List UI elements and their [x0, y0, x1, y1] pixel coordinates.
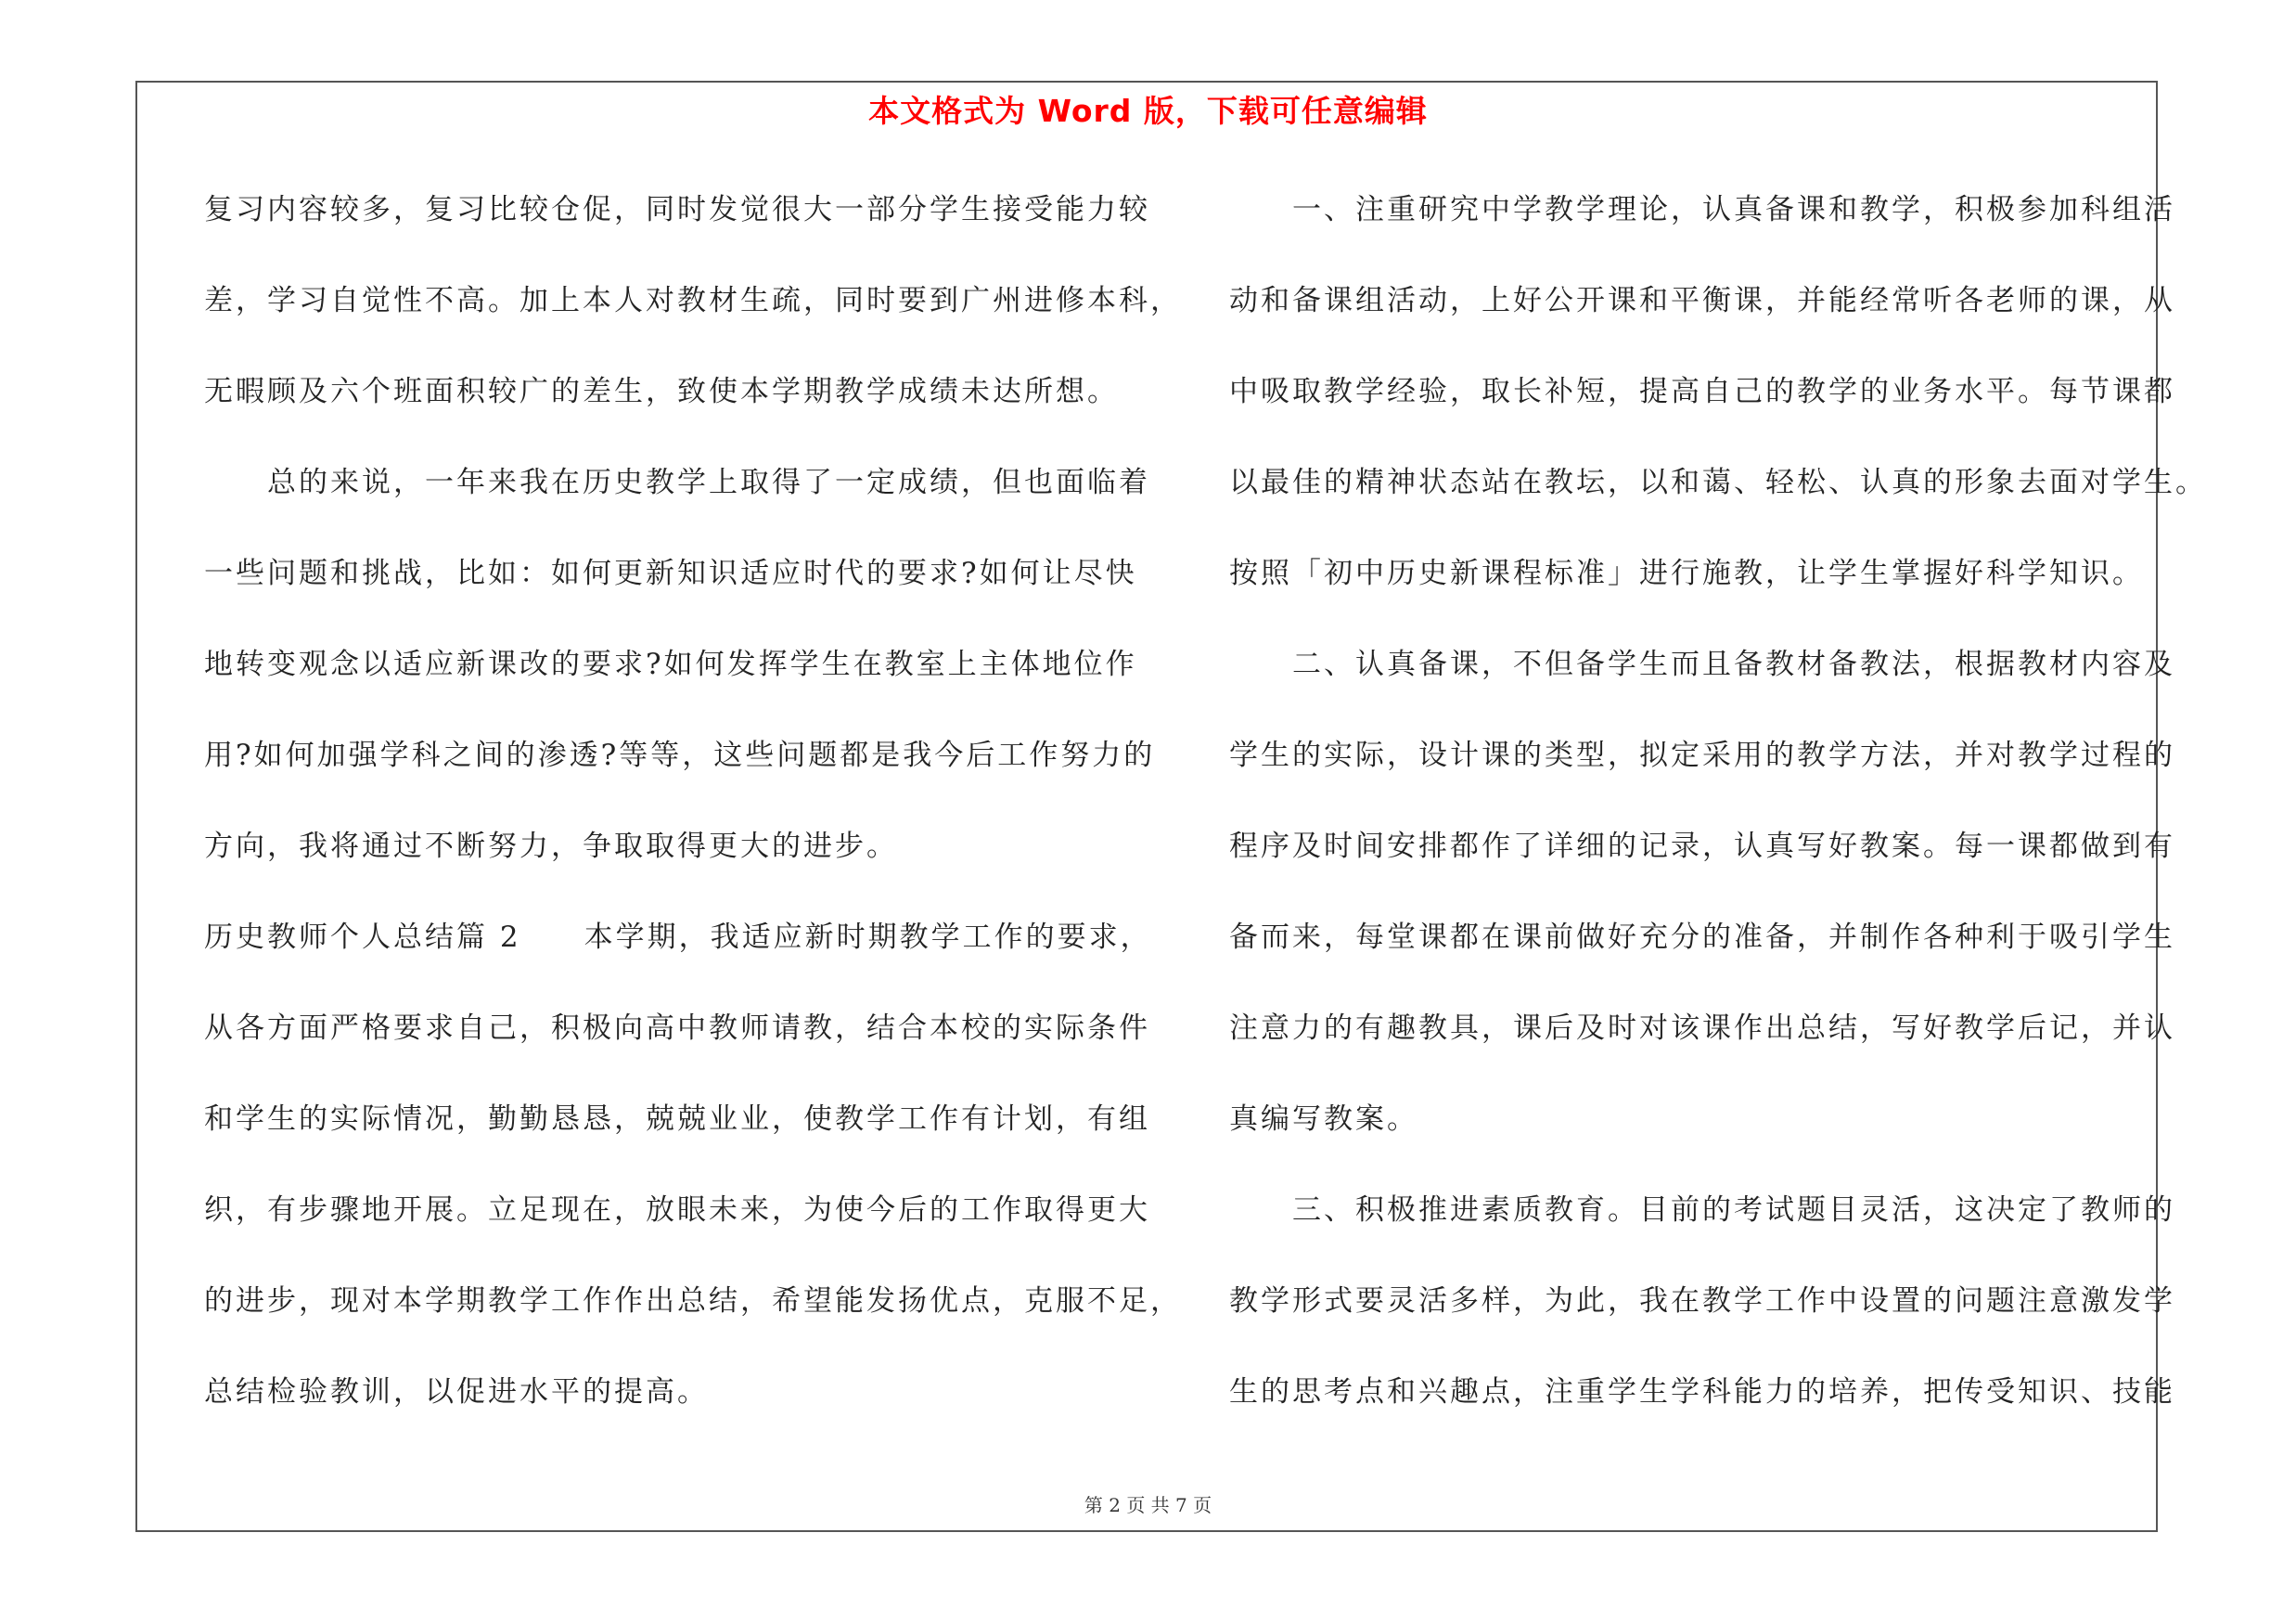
right-text-column	[1229, 183, 2207, 1456]
text-line: 动和备课组活动，上好公开课和平衡课，并能经常听各老师的课，从	[1229, 284, 2175, 317]
text-line: 用?如何加强学科之间的渗透?等等，这些问题都是我今后工作努力的	[204, 739, 1156, 772]
text-line: 备而来，每堂课都在课前做好充分的准备，并制作各种利于吸引学生	[1229, 921, 2175, 954]
text-line: 从各方面严格要求自己，积极向高中教师请教，结合本校的实际条件	[204, 1011, 1150, 1045]
text-line: 织，有步骤地开展。立足现在，放眼未来，为使今后的工作取得更大	[204, 1193, 1150, 1227]
text-line: 二、认真备课，不但备学生而且备教材备教法，根据教材内容及	[1229, 648, 2175, 681]
text-line: 方向，我将通过不断努力，争取取得更大的进步。	[204, 830, 898, 863]
text-line: 注意力的有趣教具，课后及时对该课作出总结，写好教学后记，并认	[1229, 1011, 2175, 1045]
text-line: 无暇顾及六个班面积较广的差生，致使本学期教学成绩未达所想。	[204, 375, 1119, 408]
text-line: 差，学习自觉性不高。加上本人对教材生疏，同时要到广州进修本科，	[204, 284, 1182, 317]
text-line: 真编写教案。	[1229, 1102, 1418, 1136]
text-line: 的进步，现对本学期教学工作作出总结，希望能发扬优点，克服不足，	[204, 1284, 1182, 1318]
text-line: 以最佳的精神状态站在教坛，以和蔼、轻松、认真的形象去面对学生。	[1229, 466, 2207, 499]
text-line: 学生的实际，设计课的类型，拟定采用的教学方法，并对教学过程的	[1229, 739, 2175, 772]
text-line: 一、注重研究中学教学理论，认真备课和教学，积极参加科组活	[1229, 193, 2175, 226]
text-line: 教学形式要灵活多样，为此，我在教学工作中设置的问题注意激发学	[1229, 1284, 2175, 1318]
text-line: 复习内容较多，复习比较仓促，同时发觉很大一部分学生接受能力较	[204, 193, 1150, 226]
text-line: 按照「初中历史新课程标准」进行施教，让学生掌握好科学知识。	[1229, 557, 2144, 590]
section-heading-line: 历史教师个人总结篇 2 本学期，我适应新时期教学工作的要求，	[204, 921, 1152, 954]
text-line: 生的思考点和兴趣点，注重学生学科能力的培养，把传受知识、技能	[1229, 1375, 2175, 1409]
text-line: 总结检验教训，以促进水平的提高。	[204, 1375, 709, 1409]
text-line: 三、积极推进素质教育。目前的考试题目灵活，这决定了教师的	[1229, 1193, 2175, 1227]
text-line: 程序及时间安排都作了详细的记录，认真写好教案。每一课都做到有	[1229, 830, 2175, 863]
text-line: 地转变观念以适应新课改的要求?如何发挥学生在教室上主体地位作	[204, 648, 1137, 681]
text-line: 中吸取教学经验，取长补短，提高自己的教学的业务水平。每节课都	[1229, 375, 2175, 408]
format-notice-banner: 本文格式为 Word 版，下载可任意编辑	[868, 93, 1428, 129]
text-line: 总的来说，一年来我在历史教学上取得了一定成绩，但也面临着	[204, 466, 1150, 499]
text-line: 一些问题和挑战，比如：如何更新知识适应时代的要求?如何让尽快	[204, 557, 1137, 590]
left-text-column	[204, 183, 1182, 1456]
page-number-footer: 第 2 页 共 7 页	[1084, 1494, 1212, 1516]
text-line: 和学生的实际情况，勤勤恳恳，兢兢业业，使教学工作有计划，有组	[204, 1102, 1150, 1136]
